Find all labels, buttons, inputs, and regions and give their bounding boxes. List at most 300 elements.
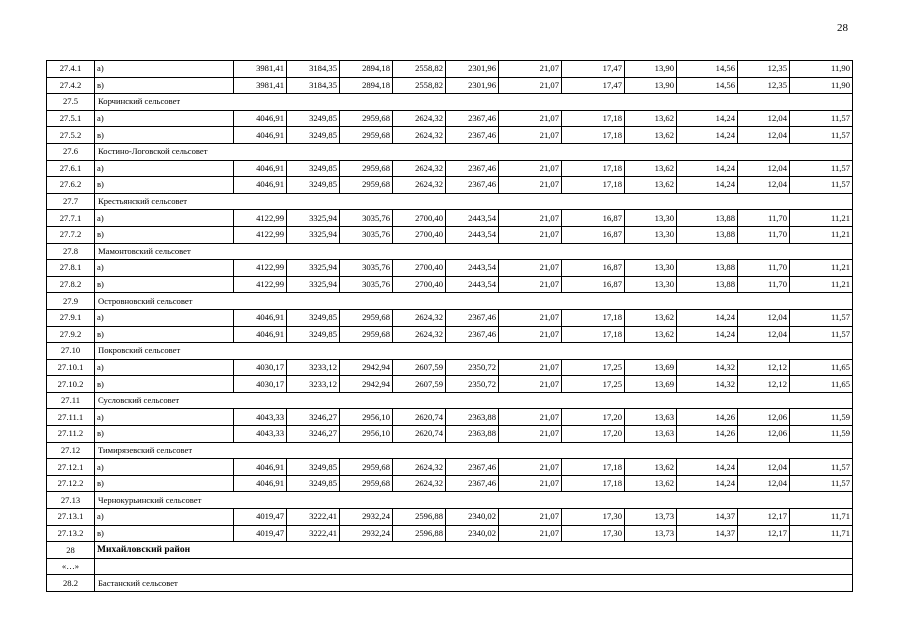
section-row xyxy=(47,492,853,509)
value-cell: 17,18 xyxy=(562,110,625,127)
value-cell: 14,37 xyxy=(677,525,738,542)
value-cell: 21,07 xyxy=(499,127,562,144)
subitem-cell: в) xyxy=(95,77,234,94)
value-cell: 13,69 xyxy=(625,376,677,393)
value-cell: 2956,10 xyxy=(340,426,393,443)
value-cell: 2932,24 xyxy=(340,509,393,526)
page-number: 28 xyxy=(837,22,848,34)
table-row xyxy=(47,77,853,94)
value-cell: 21,07 xyxy=(499,409,562,426)
value-cell: 2301,96 xyxy=(446,77,499,94)
table-row xyxy=(47,177,853,194)
value-cell: 3325,94 xyxy=(287,210,340,227)
row-number-cell: 27.7 xyxy=(47,193,95,210)
table-row xyxy=(47,226,853,243)
value-cell: 2959,68 xyxy=(340,160,393,177)
value-cell: 13,30 xyxy=(625,226,677,243)
subitem-cell: в) xyxy=(95,525,234,542)
value-cell: 11,21 xyxy=(790,226,853,243)
section-row xyxy=(47,143,853,160)
value-cell: 17,18 xyxy=(562,160,625,177)
section-name-cell: Мамонтовский сельсовет xyxy=(95,243,853,260)
value-cell: 16,87 xyxy=(562,210,625,227)
row-number-cell: «…» xyxy=(47,558,95,575)
value-cell: 17,18 xyxy=(562,177,625,194)
section-name-cell: Корчинский сельсовет xyxy=(95,94,853,111)
value-cell: 4122,99 xyxy=(234,210,287,227)
value-cell: 17,25 xyxy=(562,376,625,393)
table-row xyxy=(47,376,853,393)
section-name-cell: Сусловский сельсовет xyxy=(95,392,853,409)
value-cell: 13,90 xyxy=(625,77,677,94)
value-cell: 17,20 xyxy=(562,409,625,426)
value-cell: 11,65 xyxy=(790,359,853,376)
value-cell: 3325,94 xyxy=(287,260,340,277)
value-cell: 2894,18 xyxy=(340,77,393,94)
value-cell: 12,35 xyxy=(738,61,790,78)
value-cell: 13,62 xyxy=(625,177,677,194)
table-row xyxy=(47,426,853,443)
row-number-cell: 27.11.2 xyxy=(47,426,95,443)
value-cell: 12,04 xyxy=(738,475,790,492)
subitem-cell: в) xyxy=(95,226,234,243)
value-cell: 11,57 xyxy=(790,110,853,127)
row-number-cell: 27.11 xyxy=(47,392,95,409)
row-number-cell: 27.5 xyxy=(47,94,95,111)
value-cell: 12,04 xyxy=(738,459,790,476)
value-cell: 13,62 xyxy=(625,309,677,326)
value-cell: 21,07 xyxy=(499,160,562,177)
value-cell: 4019,47 xyxy=(234,509,287,526)
value-cell: 14,24 xyxy=(677,110,738,127)
value-cell: 14,24 xyxy=(677,309,738,326)
value-cell: 3035,76 xyxy=(340,210,393,227)
value-cell: 2700,40 xyxy=(393,260,446,277)
subitem-cell: а) xyxy=(95,509,234,526)
row-number-cell: 27.9.1 xyxy=(47,309,95,326)
value-cell: 2959,68 xyxy=(340,177,393,194)
value-cell: 17,30 xyxy=(562,525,625,542)
value-cell: 2558,82 xyxy=(393,77,446,94)
value-cell: 3981,41 xyxy=(234,77,287,94)
value-cell: 11,70 xyxy=(738,276,790,293)
subitem-cell: в) xyxy=(95,376,234,393)
row-number-cell: 27.8.2 xyxy=(47,276,95,293)
value-cell: 13,62 xyxy=(625,110,677,127)
value-cell: 21,07 xyxy=(499,210,562,227)
value-cell: 3233,12 xyxy=(287,376,340,393)
section-name-cell: Костино-Логовской сельсовет xyxy=(95,143,853,160)
value-cell: 11,57 xyxy=(790,309,853,326)
value-cell: 12,04 xyxy=(738,160,790,177)
row-number-cell: 27.9 xyxy=(47,293,95,310)
row-number-cell: 27.7.2 xyxy=(47,226,95,243)
value-cell: 2959,68 xyxy=(340,475,393,492)
value-cell: 12,04 xyxy=(738,177,790,194)
value-cell: 12,06 xyxy=(738,426,790,443)
row-number-cell: 27.6 xyxy=(47,143,95,160)
section-row xyxy=(47,392,853,409)
value-cell: 2367,46 xyxy=(446,110,499,127)
value-cell: 12,04 xyxy=(738,326,790,343)
subitem-cell: в) xyxy=(95,426,234,443)
value-cell: 21,07 xyxy=(499,110,562,127)
value-cell: 3249,85 xyxy=(287,160,340,177)
value-cell: 2942,94 xyxy=(340,359,393,376)
value-cell: 16,87 xyxy=(562,260,625,277)
section-row xyxy=(47,343,853,360)
value-cell: 2443,54 xyxy=(446,260,499,277)
value-cell: 2700,40 xyxy=(393,210,446,227)
section-row xyxy=(47,193,853,210)
row-number-cell: 27.4.2 xyxy=(47,77,95,94)
value-cell: 3233,12 xyxy=(287,359,340,376)
value-cell: 17,20 xyxy=(562,426,625,443)
section-row xyxy=(47,442,853,459)
empty-cell xyxy=(95,558,853,575)
value-cell: 4046,91 xyxy=(234,475,287,492)
value-cell: 2443,54 xyxy=(446,226,499,243)
value-cell: 4122,99 xyxy=(234,276,287,293)
table-row xyxy=(47,276,853,293)
value-cell: 14,26 xyxy=(677,409,738,426)
value-cell: 14,24 xyxy=(677,160,738,177)
value-cell: 2340,02 xyxy=(446,509,499,526)
value-cell: 3249,85 xyxy=(287,309,340,326)
value-cell: 11,57 xyxy=(790,160,853,177)
value-cell: 17,18 xyxy=(562,127,625,144)
section-name-cell: Крестьянский сельсовет xyxy=(95,193,853,210)
value-cell: 2367,46 xyxy=(446,459,499,476)
value-cell: 13,73 xyxy=(625,509,677,526)
table-row xyxy=(47,61,853,78)
value-cell: 17,18 xyxy=(562,326,625,343)
value-cell: 2620,74 xyxy=(393,409,446,426)
value-cell: 2942,94 xyxy=(340,376,393,393)
value-cell: 4030,17 xyxy=(234,359,287,376)
row-number-cell: 28 xyxy=(47,542,95,559)
value-cell: 2350,72 xyxy=(446,376,499,393)
value-cell: 14,24 xyxy=(677,459,738,476)
value-cell: 11,21 xyxy=(790,276,853,293)
value-cell: 21,07 xyxy=(499,376,562,393)
value-cell: 16,87 xyxy=(562,276,625,293)
ellipsis-row xyxy=(47,558,853,575)
value-cell: 17,25 xyxy=(562,359,625,376)
value-cell: 3981,41 xyxy=(234,61,287,78)
table-row xyxy=(47,359,853,376)
value-cell: 11,57 xyxy=(790,127,853,144)
value-cell: 11,59 xyxy=(790,426,853,443)
value-cell: 2443,54 xyxy=(446,276,499,293)
value-cell: 2700,40 xyxy=(393,276,446,293)
row-number-cell: 27.7.1 xyxy=(47,210,95,227)
section-name-cell: Покровский сельсовет xyxy=(95,343,853,360)
value-cell: 2367,46 xyxy=(446,160,499,177)
table-row xyxy=(47,475,853,492)
value-cell: 14,32 xyxy=(677,359,738,376)
value-cell: 4122,99 xyxy=(234,226,287,243)
subitem-cell: в) xyxy=(95,276,234,293)
value-cell: 4043,33 xyxy=(234,426,287,443)
value-cell: 13,63 xyxy=(625,409,677,426)
value-cell: 4046,91 xyxy=(234,177,287,194)
value-cell: 4046,91 xyxy=(234,309,287,326)
section-row xyxy=(47,293,853,310)
value-cell: 11,59 xyxy=(790,409,853,426)
value-cell: 12,04 xyxy=(738,309,790,326)
row-number-cell: 27.11.1 xyxy=(47,409,95,426)
value-cell: 4046,91 xyxy=(234,110,287,127)
value-cell: 13,62 xyxy=(625,326,677,343)
value-cell: 4019,47 xyxy=(234,525,287,542)
subitem-cell: а) xyxy=(95,459,234,476)
value-cell: 17,18 xyxy=(562,459,625,476)
value-cell: 11,70 xyxy=(738,226,790,243)
row-number-cell: 27.8 xyxy=(47,243,95,260)
value-cell: 13,30 xyxy=(625,260,677,277)
value-cell: 2959,68 xyxy=(340,309,393,326)
value-cell: 2367,46 xyxy=(446,127,499,144)
value-cell: 12,17 xyxy=(738,509,790,526)
value-cell: 11,57 xyxy=(790,177,853,194)
value-cell: 14,24 xyxy=(677,127,738,144)
value-cell: 13,69 xyxy=(625,359,677,376)
value-cell: 11,71 xyxy=(790,509,853,526)
value-cell: 12,04 xyxy=(738,127,790,144)
row-number-cell: 27.12 xyxy=(47,442,95,459)
value-cell: 13,88 xyxy=(677,260,738,277)
value-cell: 21,07 xyxy=(499,359,562,376)
value-cell: 17,47 xyxy=(562,61,625,78)
district-name-cell: Михайловский район xyxy=(95,542,853,559)
value-cell: 2959,68 xyxy=(340,459,393,476)
row-number-cell: 27.5.2 xyxy=(47,127,95,144)
value-cell: 21,07 xyxy=(499,177,562,194)
value-cell: 21,07 xyxy=(499,61,562,78)
value-cell: 2350,72 xyxy=(446,359,499,376)
value-cell: 11,21 xyxy=(790,210,853,227)
value-cell: 13,30 xyxy=(625,276,677,293)
table-row xyxy=(47,127,853,144)
value-cell: 3222,41 xyxy=(287,525,340,542)
value-cell: 2596,88 xyxy=(393,509,446,526)
value-cell: 13,88 xyxy=(677,276,738,293)
value-cell: 2959,68 xyxy=(340,127,393,144)
value-cell: 2443,54 xyxy=(446,210,499,227)
value-cell: 13,62 xyxy=(625,475,677,492)
section-name-cell: Тимирязевский сельсовет xyxy=(95,442,853,459)
value-cell: 17,18 xyxy=(562,309,625,326)
value-cell: 11,65 xyxy=(790,376,853,393)
value-cell: 3325,94 xyxy=(287,226,340,243)
row-number-cell: 27.10.1 xyxy=(47,359,95,376)
value-cell: 2367,46 xyxy=(446,177,499,194)
value-cell: 3249,85 xyxy=(287,475,340,492)
subitem-cell: а) xyxy=(95,110,234,127)
value-cell: 2959,68 xyxy=(340,110,393,127)
value-cell: 21,07 xyxy=(499,326,562,343)
value-cell: 12,12 xyxy=(738,376,790,393)
value-cell: 13,88 xyxy=(677,210,738,227)
value-cell: 2624,32 xyxy=(393,309,446,326)
value-cell: 3246,27 xyxy=(287,409,340,426)
value-cell: 16,87 xyxy=(562,226,625,243)
value-cell: 13,73 xyxy=(625,525,677,542)
value-cell: 2620,74 xyxy=(393,426,446,443)
value-cell: 2607,59 xyxy=(393,359,446,376)
row-number-cell: 27.5.1 xyxy=(47,110,95,127)
section-row xyxy=(47,243,853,260)
table-row xyxy=(47,210,853,227)
value-cell: 2363,88 xyxy=(446,409,499,426)
value-cell: 2596,88 xyxy=(393,525,446,542)
value-cell: 21,07 xyxy=(499,276,562,293)
table-row xyxy=(47,110,853,127)
row-number-cell: 27.6.1 xyxy=(47,160,95,177)
value-cell: 4046,91 xyxy=(234,127,287,144)
value-cell: 3246,27 xyxy=(287,426,340,443)
value-cell: 3035,76 xyxy=(340,226,393,243)
value-cell: 2959,68 xyxy=(340,326,393,343)
value-cell: 4046,91 xyxy=(234,160,287,177)
row-number-cell: 28.2 xyxy=(47,575,95,592)
value-cell: 3035,76 xyxy=(340,276,393,293)
row-number-cell: 27.10.2 xyxy=(47,376,95,393)
row-number-cell: 27.9.2 xyxy=(47,326,95,343)
value-cell: 11,70 xyxy=(738,260,790,277)
table-row xyxy=(47,525,853,542)
table-body xyxy=(47,61,853,592)
value-cell: 3184,35 xyxy=(287,61,340,78)
value-cell: 14,56 xyxy=(677,77,738,94)
value-cell: 21,07 xyxy=(499,226,562,243)
value-cell: 14,24 xyxy=(677,326,738,343)
subitem-cell: а) xyxy=(95,210,234,227)
table-row xyxy=(47,459,853,476)
value-cell: 14,56 xyxy=(677,61,738,78)
value-cell: 12,04 xyxy=(738,110,790,127)
value-cell: 4046,91 xyxy=(234,459,287,476)
value-cell: 14,26 xyxy=(677,426,738,443)
value-cell: 2624,32 xyxy=(393,110,446,127)
value-cell: 21,07 xyxy=(499,525,562,542)
value-cell: 2367,46 xyxy=(446,309,499,326)
value-cell: 17,30 xyxy=(562,509,625,526)
value-cell: 3249,85 xyxy=(287,326,340,343)
subitem-cell: а) xyxy=(95,260,234,277)
subitem-cell: в) xyxy=(95,177,234,194)
row-number-cell: 27.4.1 xyxy=(47,61,95,78)
table-row xyxy=(47,260,853,277)
table-row xyxy=(47,409,853,426)
value-cell: 17,18 xyxy=(562,475,625,492)
value-cell: 13,62 xyxy=(625,127,677,144)
value-cell: 12,12 xyxy=(738,359,790,376)
value-cell: 14,32 xyxy=(677,376,738,393)
subitem-cell: а) xyxy=(95,61,234,78)
table-row xyxy=(47,326,853,343)
value-cell: 21,07 xyxy=(499,426,562,443)
value-cell: 11,70 xyxy=(738,210,790,227)
row-number-cell: 27.13.1 xyxy=(47,509,95,526)
row-number-cell: 27.8.1 xyxy=(47,260,95,277)
value-cell: 21,07 xyxy=(499,77,562,94)
value-cell: 21,07 xyxy=(499,260,562,277)
value-cell: 2700,40 xyxy=(393,226,446,243)
value-cell: 4030,17 xyxy=(234,376,287,393)
section-name-cell: Бастанский сельсовет xyxy=(95,575,853,592)
value-cell: 13,62 xyxy=(625,459,677,476)
value-cell: 2367,46 xyxy=(446,326,499,343)
value-cell: 3325,94 xyxy=(287,276,340,293)
subitem-cell: а) xyxy=(95,359,234,376)
subitem-cell: в) xyxy=(95,127,234,144)
value-cell: 11,57 xyxy=(790,475,853,492)
value-cell: 3222,41 xyxy=(287,509,340,526)
table-row xyxy=(47,309,853,326)
value-cell: 13,63 xyxy=(625,426,677,443)
value-cell: 13,30 xyxy=(625,210,677,227)
district-row xyxy=(47,542,853,559)
value-cell: 3184,35 xyxy=(287,77,340,94)
value-cell: 2624,32 xyxy=(393,160,446,177)
tariff-table xyxy=(46,60,853,592)
value-cell: 2624,32 xyxy=(393,127,446,144)
value-cell: 13,90 xyxy=(625,61,677,78)
value-cell: 21,07 xyxy=(499,509,562,526)
value-cell: 11,71 xyxy=(790,525,853,542)
row-number-cell: 27.13.2 xyxy=(47,525,95,542)
subitem-cell: а) xyxy=(95,309,234,326)
value-cell: 11,57 xyxy=(790,326,853,343)
table-row xyxy=(47,509,853,526)
value-cell: 2624,32 xyxy=(393,177,446,194)
value-cell: 14,24 xyxy=(677,475,738,492)
section-name-cell: Чернокурьинский сельсовет xyxy=(95,492,853,509)
subitem-cell: а) xyxy=(95,409,234,426)
section-name-cell: Островновский сельсовет xyxy=(95,293,853,310)
value-cell: 2558,82 xyxy=(393,61,446,78)
row-number-cell: 27.12.1 xyxy=(47,459,95,476)
value-cell: 11,90 xyxy=(790,77,853,94)
section-row xyxy=(47,575,853,592)
subitem-cell: в) xyxy=(95,475,234,492)
value-cell: 21,07 xyxy=(499,459,562,476)
row-number-cell: 27.6.2 xyxy=(47,177,95,194)
value-cell: 3249,85 xyxy=(287,127,340,144)
value-cell: 2301,96 xyxy=(446,61,499,78)
value-cell: 2932,24 xyxy=(340,525,393,542)
row-number-cell: 27.13 xyxy=(47,492,95,509)
value-cell: 3249,85 xyxy=(287,177,340,194)
row-number-cell: 27.12.2 xyxy=(47,475,95,492)
value-cell: 11,57 xyxy=(790,459,853,476)
subitem-cell: а) xyxy=(95,160,234,177)
value-cell: 11,90 xyxy=(790,61,853,78)
value-cell: 13,62 xyxy=(625,160,677,177)
value-cell: 12,35 xyxy=(738,77,790,94)
value-cell: 2624,32 xyxy=(393,475,446,492)
value-cell: 2956,10 xyxy=(340,409,393,426)
value-cell: 21,07 xyxy=(499,309,562,326)
value-cell: 4046,91 xyxy=(234,326,287,343)
value-cell: 14,37 xyxy=(677,509,738,526)
value-cell: 17,47 xyxy=(562,77,625,94)
value-cell: 3249,85 xyxy=(287,110,340,127)
value-cell: 2367,46 xyxy=(446,475,499,492)
value-cell: 12,06 xyxy=(738,409,790,426)
